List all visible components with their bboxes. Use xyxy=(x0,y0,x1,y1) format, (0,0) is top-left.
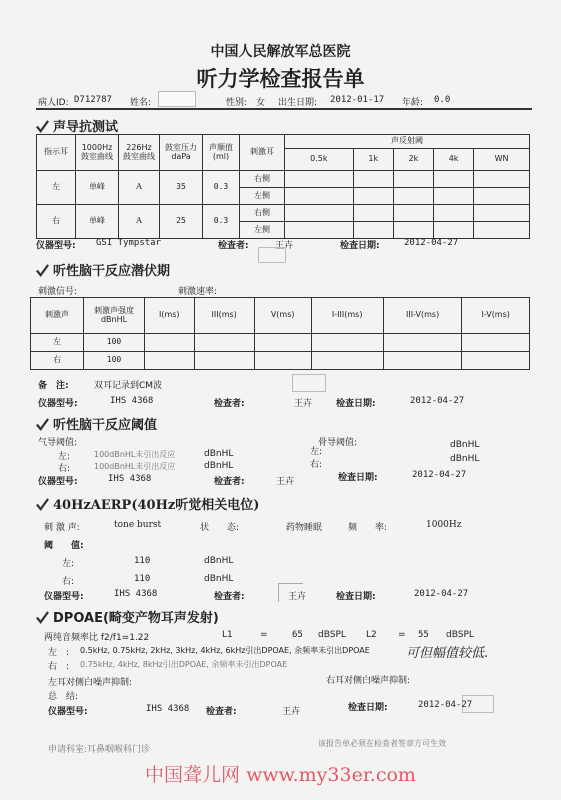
air-right-unit: dBnHL xyxy=(204,461,234,471)
abr-rate-label: 刺激速率: xyxy=(178,287,218,297)
air-left-value: 100dBnHL未引出反应 xyxy=(94,450,176,459)
dpoae-l1-label: L1 xyxy=(222,630,233,640)
tymp-curve1000: 单峰 xyxy=(76,171,119,205)
tymp-header-pressure: 鼓室压力 daPa xyxy=(160,135,203,171)
patient-dob-label: 出生日期: xyxy=(278,98,318,108)
tymp-header-ear: 指示耳 xyxy=(37,135,76,171)
tymp-table xyxy=(36,134,530,239)
checkmark-icon xyxy=(36,418,49,431)
tymp-freq: 4k xyxy=(434,149,474,171)
aerp-device: IHS 4368 xyxy=(114,589,158,599)
abr-signal-label: 刺激信号: xyxy=(38,287,78,297)
abr-examiner: 王卉 xyxy=(294,399,313,409)
aerp-right-label: 右: xyxy=(62,577,75,587)
tymp-freq: 0.5k xyxy=(285,149,354,171)
dpoae-date-label: 检查日期: xyxy=(348,703,388,713)
aerp-examiner: 王卉 xyxy=(288,592,307,602)
aerp-state: 药物睡眠 xyxy=(286,523,323,533)
aerp-date-label: 检查日期: xyxy=(336,592,376,602)
aerp-date: 2012-04-27 xyxy=(414,589,469,599)
tymp-device: GSI Tympstar xyxy=(96,238,162,248)
abr-header: 刺激声 xyxy=(31,298,84,334)
table-row xyxy=(31,334,530,352)
tymp-date-label: 检查日期: xyxy=(340,241,380,251)
tymp-curve226: A xyxy=(119,171,160,205)
abr-threshold-title: 听性脑干反应阈值 xyxy=(36,414,157,433)
tymp-examiner-label: 检查者: xyxy=(218,241,249,251)
patient-age-label: 年龄: xyxy=(402,98,424,108)
aerp-freq: 1000Hz xyxy=(426,520,462,530)
hospital-name: 中国人民解放军总医院 xyxy=(210,44,351,60)
abr-level: 100 xyxy=(84,352,145,370)
tymp-pressure: 25 xyxy=(160,205,203,239)
tymp-curve1000: 单峰 xyxy=(76,205,119,239)
bone-left-unit: dBnHL xyxy=(450,440,480,450)
dpoae-l1: 65 xyxy=(292,630,303,640)
checkmark-icon xyxy=(36,264,49,277)
dpoae-left: 0.5kHz, 0.75kHz, 2kHz, 3kHz, 4kHz, 6kHz引出DPOAE, 余频率未引出DPOAE xyxy=(80,646,370,655)
patient-id-label: 病人ID: xyxy=(38,98,69,108)
thr-date: 2012-04-27 xyxy=(412,470,467,480)
tymp-header-1000: 1000Hz 鼓室曲线 xyxy=(76,135,119,171)
table-row xyxy=(37,205,530,222)
checkmark-icon xyxy=(36,611,49,624)
right-noise-label: 右耳对侧白噪声抑制: xyxy=(326,676,411,686)
thr-date-label: 检查日期: xyxy=(338,473,378,483)
dpoae-l1-unit: dBSPL xyxy=(318,630,346,640)
tymp-section-title: 声导抗测试 xyxy=(36,116,118,135)
patient-sex-label: 性别: xyxy=(226,98,248,108)
handwritten-note: 可但幅值较低. xyxy=(406,646,489,661)
aerp-left: 110 xyxy=(134,556,151,566)
air-right-value: 100dBnHL未引出反应 xyxy=(94,462,176,471)
abr-level: 100 xyxy=(84,334,145,352)
tymp-freq: WN xyxy=(474,149,530,171)
table-row xyxy=(31,352,530,370)
air-left-label: 左: xyxy=(58,452,71,462)
air-right-label: 右: xyxy=(58,464,71,474)
tymp-ear: 左 xyxy=(37,171,76,205)
abr-note: 双耳记录到CM波 xyxy=(94,381,163,391)
tymp-header-reflex: 声反射阈 xyxy=(285,135,530,149)
dpoae-right-label: 右 : xyxy=(48,662,70,672)
tymp-stim: 右侧 xyxy=(240,205,285,222)
footer-note: 该报告单必须在检查者签章方可生效 xyxy=(318,739,446,748)
stamp xyxy=(258,247,286,263)
abr-header: III-V(ms) xyxy=(383,298,461,334)
abr-examiner-label: 检查者: xyxy=(214,399,245,409)
aerp-freq-label: 频 率: xyxy=(348,523,388,533)
abr-device-label: 仪器型号: xyxy=(38,399,78,409)
tymp-stim: 左侧 xyxy=(240,222,285,239)
dpoae-l2: 55 xyxy=(418,630,429,640)
tymp-compliance: 0.3 xyxy=(203,205,240,239)
patient-age: 0.0 xyxy=(434,95,451,105)
abr-date: 2012-04-27 xyxy=(410,396,465,406)
patient-name-label: 姓名: xyxy=(130,98,152,108)
tymp-compliance: 0.3 xyxy=(203,171,240,205)
abr-ear: 左 xyxy=(31,334,84,352)
report-title: 听力学检查报告单 xyxy=(196,67,365,91)
tymp-date: 2012-04-27 xyxy=(404,238,459,248)
header-divider xyxy=(36,108,532,110)
abr-header: I-V(ms) xyxy=(462,298,530,334)
abr-latency-table xyxy=(30,297,530,370)
patient-sex: 女 xyxy=(256,98,266,108)
air-threshold-label: 气导阈值: xyxy=(38,438,78,448)
tymp-examiner: 王卉 xyxy=(275,241,294,251)
aerp-stim-label: 刺 激 声: xyxy=(44,523,80,533)
tymp-header-compliance: 声顺值 (ml) xyxy=(203,135,240,171)
stamp-bracket xyxy=(278,583,303,602)
aerp-device-label: 仪器型号: xyxy=(44,592,84,602)
aerp-right: 110 xyxy=(134,574,151,584)
dpoae-date: 2012-04-27 xyxy=(418,700,473,710)
patient-id: D712787 xyxy=(74,95,112,105)
tymp-ear: 右 xyxy=(37,205,76,239)
abr-latency-title: 听性脑干反应潜伏期 xyxy=(36,260,170,279)
dpoae-l2-label: L2 xyxy=(366,630,377,640)
table-row xyxy=(37,171,530,188)
aerp-state-label: 状 态: xyxy=(200,523,240,533)
bone-right-unit: dBnHL xyxy=(450,454,480,464)
tymp-stim: 右侧 xyxy=(240,171,285,188)
thr-device-label: 仪器型号: xyxy=(38,477,78,487)
aerp-stim: tone burst xyxy=(114,520,162,530)
tymp-header-stim: 刺激耳 xyxy=(240,135,285,171)
patient-name-redacted xyxy=(158,91,196,107)
abr-header: I-III(ms) xyxy=(311,298,383,334)
air-left-unit: dBnHL xyxy=(204,449,234,459)
summary-label: 总 结: xyxy=(48,692,79,702)
abr-note-label: 备 注: xyxy=(38,381,69,391)
dpoae-eq: = xyxy=(260,630,268,640)
left-noise-label: 左耳对侧白噪声抑制: xyxy=(48,678,133,688)
thr-device: IHS 4368 xyxy=(108,474,152,484)
abr-ear: 右 xyxy=(31,352,84,370)
aerp-right-unit: dBnHL xyxy=(204,574,234,584)
tymp-pressure: 35 xyxy=(160,171,203,205)
tymp-device-label: 仪器型号: xyxy=(36,241,76,251)
patient-dob: 2012-01-17 xyxy=(330,95,385,105)
dpoae-l2-unit: dBSPL xyxy=(446,630,474,640)
bone-right-label: 右: xyxy=(310,460,323,470)
dpoae-examiner: 王卉 xyxy=(282,707,301,717)
abr-date-label: 检查日期: xyxy=(336,399,376,409)
abr-header: V(ms) xyxy=(254,298,311,334)
checkmark-icon xyxy=(36,498,49,511)
abr-device: IHS 4368 xyxy=(110,396,154,406)
aerp-title: 40HzAERP(40Hz听觉相关电位) xyxy=(36,494,259,513)
dpoae-examiner-label: 检查者: xyxy=(206,707,237,717)
dpoae-left-label: 左 : xyxy=(48,648,70,658)
bone-threshold-label: 骨导阈值: xyxy=(318,438,358,448)
aerp-left-label: 左: xyxy=(62,559,75,569)
abr-header: 刺激声强度 dBnHL xyxy=(84,298,145,334)
footer-dept: 申请科室:耳鼻咽喉科门诊 xyxy=(48,745,151,755)
dpoae-title: DPOAE(畸变产物耳声发射) xyxy=(36,607,219,626)
tymp-stim: 左侧 xyxy=(240,188,285,205)
dpoae-device: IHS 4368 xyxy=(146,704,190,714)
watermark: 中国聋儿网 www.my33er.com xyxy=(145,764,416,786)
aerp-threshold-label: 阈 值: xyxy=(44,541,84,551)
tymp-curve226: A xyxy=(119,205,160,239)
tymp-header-226: 226Hz 鼓室曲线 xyxy=(119,135,160,171)
thr-examiner-label: 检查者: xyxy=(214,477,245,487)
stamp xyxy=(292,374,326,392)
abr-header: I(ms) xyxy=(145,298,195,334)
dpoae-device-label: 仪器型号: xyxy=(48,707,88,717)
dpoae-right: 0.75kHz, 4kHz, 8kHz引出DPOAE, 余频率未引出DPOAE xyxy=(80,660,288,669)
aerp-examiner-label: 检查者: xyxy=(214,592,245,602)
checkmark-icon xyxy=(36,120,49,133)
tymp-freq: 1k xyxy=(353,149,393,171)
dpoae-ratio: 两纯音频率比 f2/f1=1.22 xyxy=(44,633,150,643)
bone-left-label: 左: xyxy=(310,447,323,457)
tymp-freq: 2k xyxy=(393,149,433,171)
aerp-left-unit: dBnHL xyxy=(204,556,234,566)
dpoae-eq: = xyxy=(398,630,406,640)
thr-examiner: 王卉 xyxy=(276,477,295,487)
abr-header: III(ms) xyxy=(194,298,254,334)
